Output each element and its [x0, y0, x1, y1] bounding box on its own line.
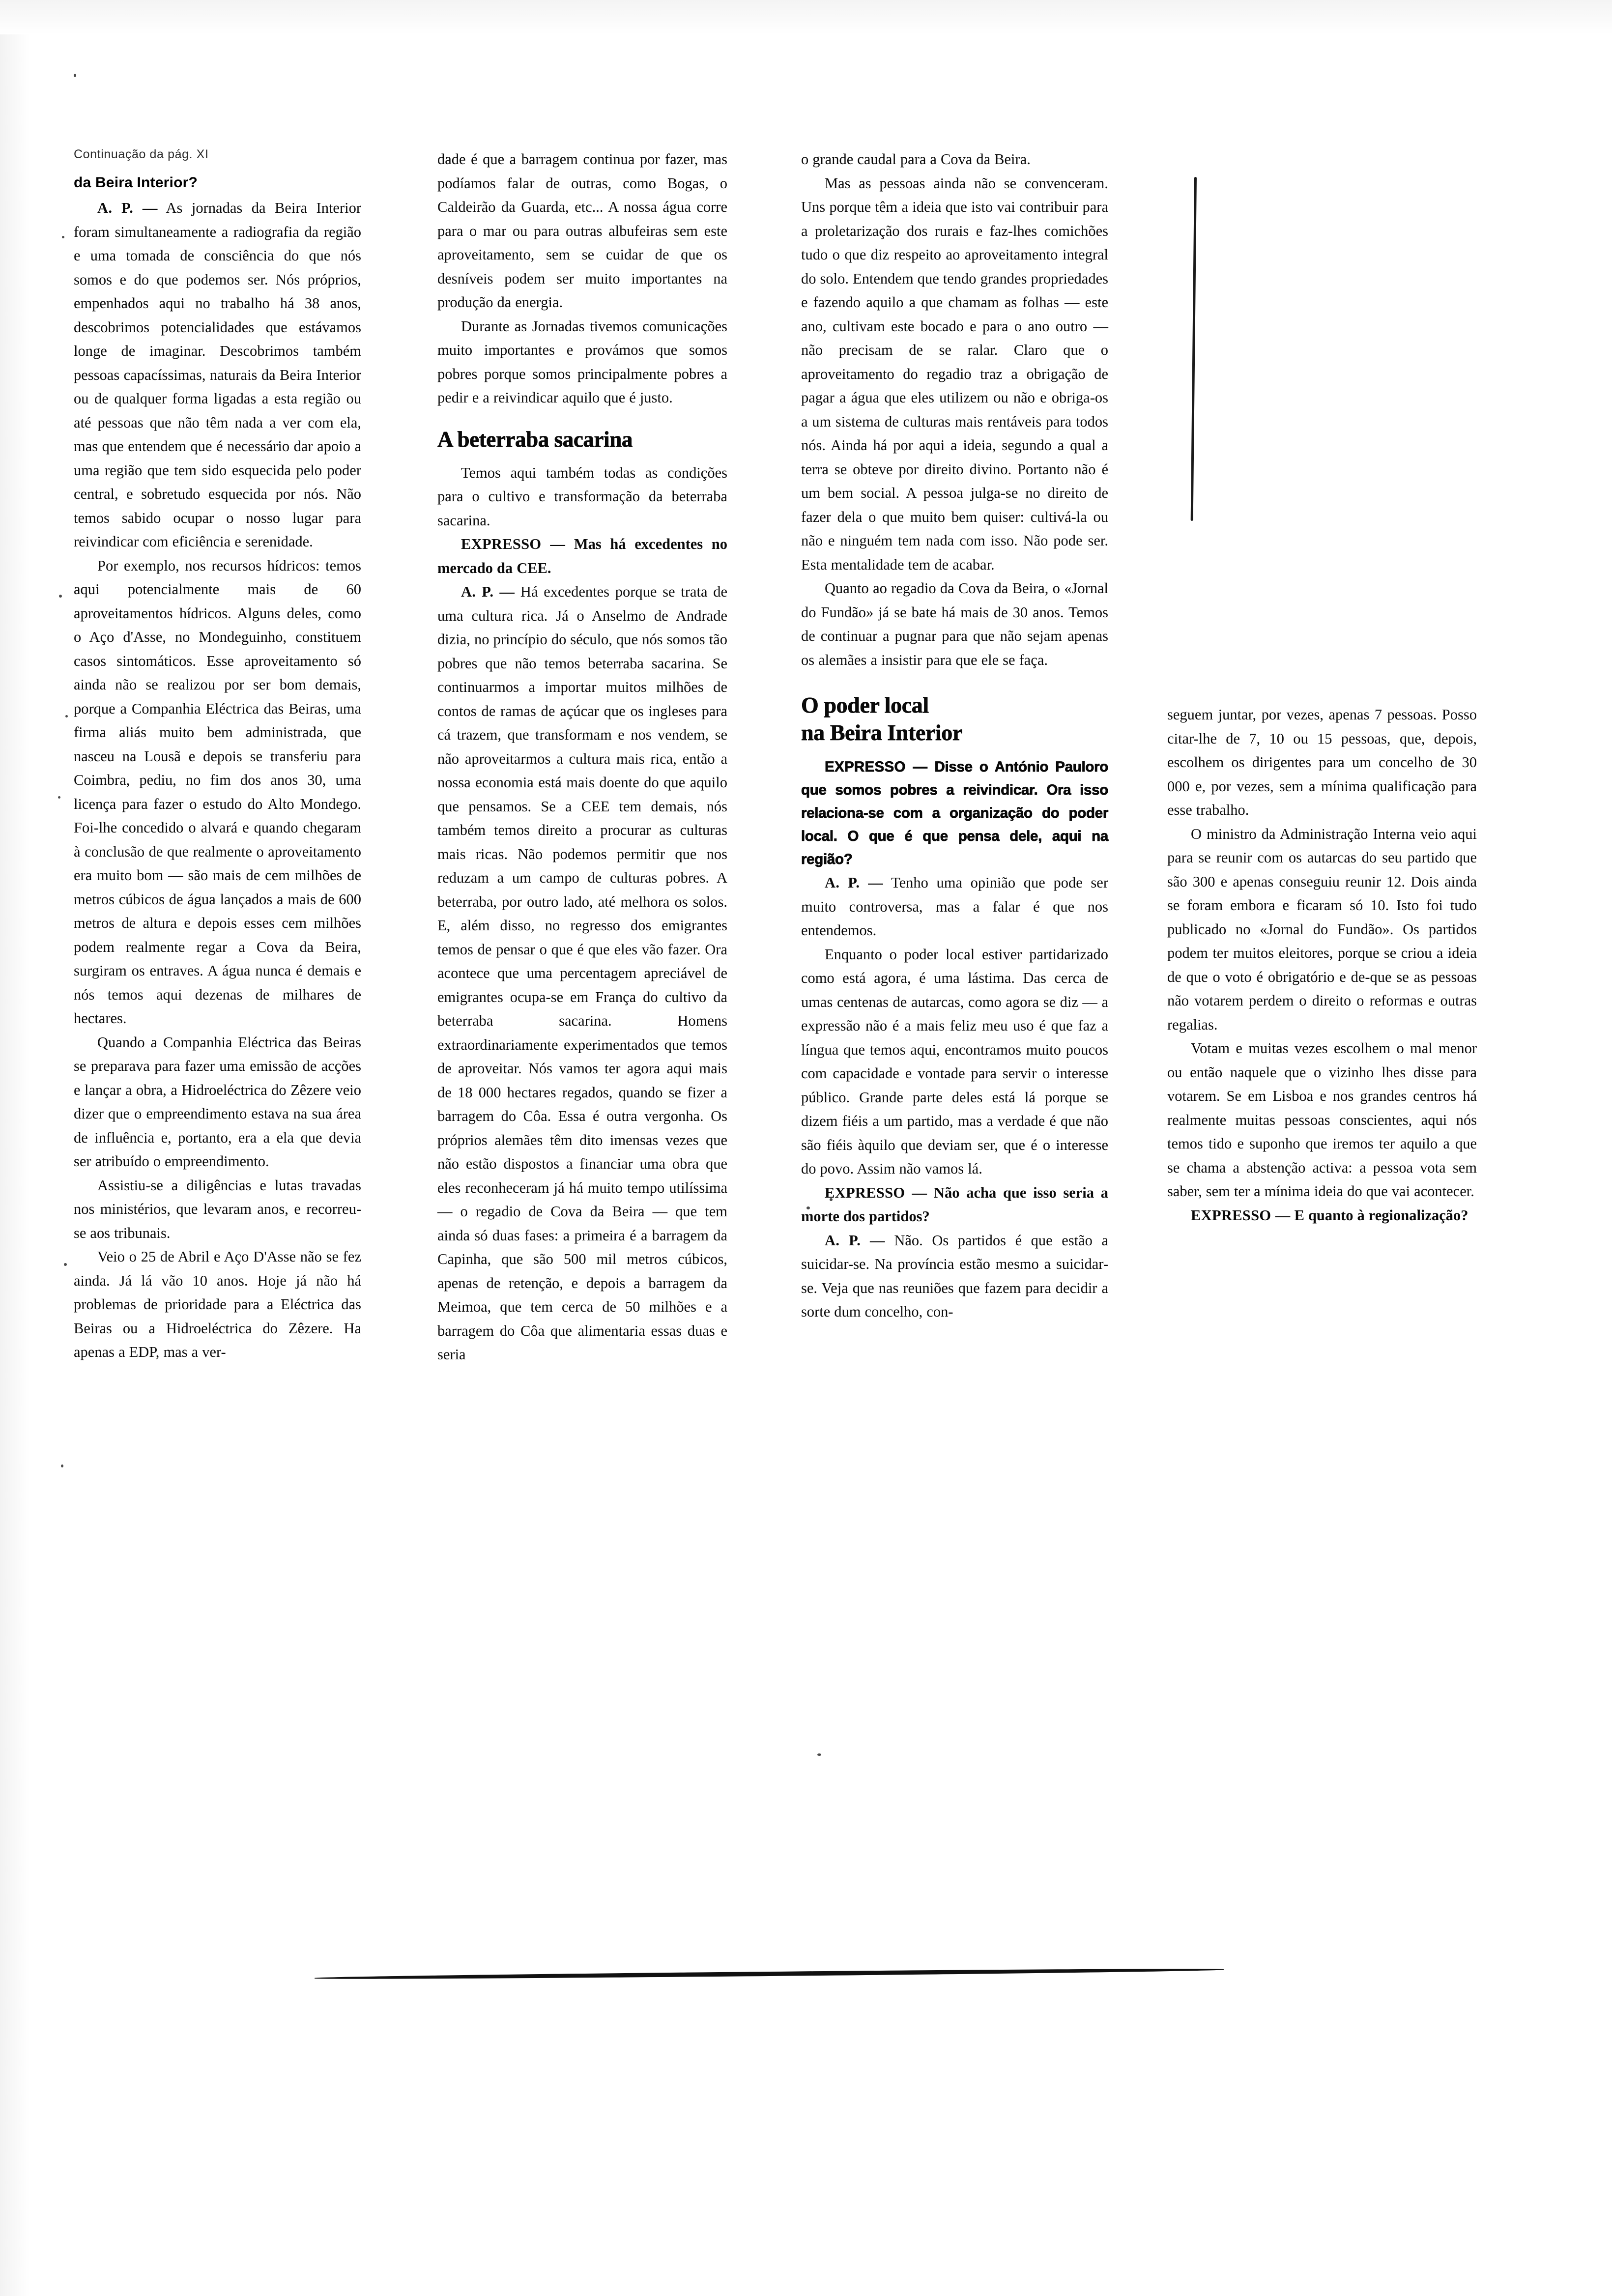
speaker-tag: A. P. —	[461, 583, 515, 600]
paragraph	[437, 580, 727, 1367]
paragraph	[801, 576, 1108, 672]
paragraph	[437, 315, 727, 410]
paragraph-text: Mas as pessoas ainda não se convenceram. Uns porque têm a ideia que isto vai contribuir para a proletarização dos rurais e faz-lhes comichões tudo o que diz respeito ao aproveitamento integral do solo. Entendem que tendo grandes propriedades e fazendo aquilo a que chamam as folhas — este ano, cultivam este bocado e para o ano outro — não precisam de se ralar. Claro que o aproveitamento do regadio traz a obrigação de pagar a água que eles utilizem ou não e obriga-os a um sistema de culturas mais rentáveis para todos nós. Ainda há por aqui a ideia, segundo a qual a terra se obteve por direito divino. Portanto não é um bem social. A pessoa julga-se no direito de fazer dela o que muito bem quiser: cultivá-la ou não e ninguém tem nada com isso. Não pode ser. Esta mentalidade tem de acabar.	[801, 174, 1108, 573]
paragraph	[801, 147, 1108, 172]
speaker-tag: A. P. —	[825, 874, 883, 891]
scan-speck	[74, 74, 76, 77]
section-heading-beterraba: A beterraba sacarina	[437, 427, 633, 452]
article-column-1	[74, 147, 361, 1364]
section-heading-line-1: O poder local	[801, 692, 929, 718]
article-column-4	[1167, 703, 1477, 1227]
paragraph-text: Votam e muitas vezes escolhem o mal menor ou então naquele que o vizinho lhes disse para votarem. Se em Lisboa e nos grandes centros há realmente muitas pessoas conscientes, aqui nós temos tido e suponho que iremos ter aquilo a que se chama a abstenção activa: a pessoa vota sem saber, sem ter a mínima ideia do que vai acontecer.	[1167, 1040, 1477, 1200]
paragraph-text: dade é que a barragem continua por fazer, mas podíamos falar de outras, como Bogas, o Caldeirão da Guarda, etc... A nossa água corre para o mar ou para outras albufeiras sem este aproveitamento, sem se cuidar de que os desníveis podem ser muito importantes na produção da energia.	[437, 151, 727, 311]
paragraph	[74, 1245, 361, 1364]
paragraph	[1167, 703, 1477, 822]
paragraph	[437, 461, 727, 533]
scan-edge-top	[0, 0, 1612, 34]
question-text: Mas há excedentes no mercado da CEE.	[437, 536, 727, 576]
paragraph-text: Tenho uma opinião que pode ser muito controversa, mas a falar é que nos entendemos.	[801, 874, 1108, 939]
speaker-tag: EXPRESSO —	[825, 759, 928, 775]
paragraph	[74, 554, 361, 1031]
paragraph	[74, 1031, 361, 1174]
bottom-horizontal-rule	[315, 1967, 1224, 1980]
paragraph	[801, 172, 1108, 577]
scan-speck	[59, 595, 62, 598]
paragraph	[74, 196, 361, 554]
paragraph-text: Durante as Jornadas tivemos comunicações muito importantes e provámos que somos pobres porque somos principalmente pobres a pedir e a reivindicar aquilo que é justo.	[437, 317, 727, 406]
paragraph-text: Quando a Companhia Eléctrica das Beiras se preparava para fazer uma emissão de acções e lançar a obra, a Hidroeléctrica do Zêzere veio dizer que o empreendimento estava na sua área de influência e, portanto, era a ela que devia ser atribuído o empreendimento.	[74, 1033, 361, 1170]
scan-speck	[64, 1263, 67, 1266]
interviewer-question	[801, 755, 1108, 871]
paragraph-text: o grande caudal para a Cova da Beira.	[801, 151, 1031, 168]
paragraph-text: Veio o 25 de Abril e Aço D'Asse não se fez ainda. Já lá vão 10 anos. Hoje já não há problemas de prioridade para a Eléctrica das Beiras ou a Hidroeléctrica do Zêzere. Ha apenas a EDP, mas a ver-	[74, 1248, 361, 1360]
paragraph	[801, 943, 1108, 1181]
article-column-grid	[74, 147, 1528, 1966]
article-column-2	[437, 147, 727, 1367]
paragraph-text: Há excedentes porque se trata de uma cultura rica. Já o Anselmo de Andrade dizia, no princípio do século, que nós somos tão pobres que não temos beterraba sacarina. Se continuarmos a importar muitos milhões de contos de ramas de açúcar que os ingleses para cá trazem, que transformam e nos vendem, se não aproveitarmos a cultura mais rica, então a nossa economia está mais doente do que aquilo que pensamos. Se a CEE tem demais, nós também temos direito a procurar as culturas mais ricas. Não podemos permitir que nos reduzam a um campo de culturas pobres. A beterraba, por outro lado, até melhora os solos. E, além disso, no regresso dos emigrantes temos de pensar o que é que eles vão fazer. Ora acontece que uma percentagem apreciável de emigrantes ocupa-se em França do cultivo da beterraba sacarina. Homens extraordinariamente experimentados que temos de aproveitar. Nós vamos ter agora aqui mais de 18 000 hectares regados, quando se fizer a barragem do Côa. Essa é outra vergonha. Os próprios alemães têm dito imensas vezes que não estão dispostos a financiar uma obra que eles reconheceram já há muito tempo utilíssima — o regadio de Cova da Beira — que tem ainda só duas fases: a primeira é a barragem da Capinha, que são 500 mil metros cúbicos, apenas de retenção, e depois a barragem da Meimoa, que tem cerca de 50 milhões e a barragem do Côa que alimentaria essas duas e seria	[437, 583, 728, 1363]
paragraph-text: Por exemplo, nos recursos hídricos: temos aqui potencialmente mais de 60 aproveitamentos hídricos. Alguns deles, como o Aço d'Asse, no Mondeguinho, constituem casos sintomáticos. Esse aproveitamento só ainda não se realizou por ser bom demais, porque a Companhia Eléctrica das Beiras, uma firma aliás muito bem administrada, que nasceu na Lousã e depois se transferiu para Coimbra, pediu, no fim dos anos 30, uma licença para fazer o estudo do Alto Mondego. Foi-lhe concedido o alvará e quando chegaram à conclusão de que realmente o aproveitamento era muito bom — são mais de cem milhões de metros cúbicos de água lançados a mais de 600 metros de altura e depois esses cem milhões podem realmente regar a Cova da Beira, surgiram os entraves. A água nunca é demais e nós temos aqui dezenas de milhares de hectares.	[74, 557, 361, 1027]
scan-speck	[62, 236, 64, 238]
continuation-kicker: Continuação da pág. XI	[74, 147, 209, 161]
paragraph-text: Não. Os partidos é que estão a suicidar-se. Na província estão mesmo a suicidar-se. Veja que nas reuniões que fazem para decidir a sorte dum concelho, con-	[801, 1232, 1108, 1320]
section-heading-poder-local	[801, 691, 1108, 746]
scan-speck	[61, 1464, 63, 1467]
paragraph-text: seguem juntar, por vezes, apenas 7 pessoas. Posso citar-lhe de 7, 10 ou 15 pessoas, que, depois, escolhem os dirigentes para um concelho de 30 000 e, por vezes, sem a mínima qualificação para esse trabalho.	[1167, 706, 1477, 818]
paragraph-text: Enquanto o poder local estiver partidarizado como está agora, é uma lástima. Das cerca de umas centenas de autarcas, como agora se diz — a expressão não é a mais feliz meu uso é que faz a língua que temos aqui, encontramos muito poucos com capacidade e vontade para servir o interesse público. Grande parte deles está lá porque se dizem fiéis a um partido, mas a verdade é que não são fiéis àquilo que deviam ser, que é o interesse do povo. Assim não vamos lá.	[801, 946, 1108, 1177]
speaker-tag: A. P. —	[97, 200, 158, 216]
paragraph-text: Temos aqui também todas as condições para o cultivo e transformação da beterraba sacarina.	[437, 464, 727, 529]
speaker-tag: EXPRESSO —	[1191, 1206, 1291, 1224]
speaker-tag: EXPRESSO —	[825, 1184, 927, 1201]
paragraph	[801, 871, 1108, 943]
interviewer-question	[801, 1181, 1108, 1229]
paragraph	[801, 1229, 1108, 1324]
question-text: E quanto à regionalização?	[1290, 1206, 1468, 1224]
question-text: Não acha que isso seria a morte dos partidos?	[801, 1184, 1108, 1225]
paragraph	[74, 1174, 361, 1245]
paragraph-text: Quanto ao regadio da Cova da Beira, o «Jornal do Fundão» já se bate há mais de 30 anos. Temos de continuar a pugnar para que não sejam apenas os alemães a insistir para que ele se faça.	[801, 580, 1108, 668]
paragraph-text: O ministro da Administração Interna veio aqui para se reunir com os autarcas do seu partido que são 300 e apenas conseguiu reunir 12. Dois ainda se foram embora e ficaram só 10. Isto foi tudo publicado no «Jornal do Fundão». Os partidos podem ter muitos eleitores, porque se criou a ideia de que o voto é obrigatório e de-que se as pessoas não votarem perdem o direito o reformas e outras regalias.	[1167, 825, 1477, 1033]
paragraph	[1167, 822, 1477, 1037]
interviewer-question	[437, 532, 727, 580]
scan-speck	[65, 715, 68, 718]
section-heading-line-2: na Beira Interior	[801, 720, 962, 745]
speaker-tag: A. P. —	[825, 1232, 885, 1249]
scan-speck	[58, 796, 60, 799]
scan-edge-left	[0, 0, 29, 2296]
paragraph-text: Assistiu-se a diligências e lutas travadas nos ministérios, que levaram anos, e recorreu-se aos tribunais.	[74, 1177, 361, 1241]
lead-question-heading: da Beira Interior?	[74, 174, 198, 191]
paragraph	[1167, 1036, 1477, 1204]
article-column-3	[801, 147, 1108, 1324]
paragraph	[437, 147, 727, 315]
paragraph-text: As jornadas da Beira Interior foram simultaneamente a radiografia da região e uma tomada de consciência do que nós somos e do que podemos ser. Nós próprios, empenhados aqui no trabalho há 38 anos, descobrimos potencialidades que estávamos longe de imaginar. Descobrimos também pessoas capacíssimas, naturais da Beira Interior ou de qualquer forma ligadas a esta região ou até pessoas que não têm nada a ver com ela, mas que entendem que é necessário dar apoio a uma região que tem sido esquecida pelo poder central, e sobretudo esquecida por nós. Não temos sabido ocupar o nosso lugar para reivindicar com eficiência e serenidade.	[74, 200, 361, 550]
speaker-tag: EXPRESSO —	[461, 536, 566, 552]
question-text: Disse o António Pauloro que somos pobres a reivindicar. Ora isso relaciona-se com a organização do poder local. O que é que pensa dele, aqui na região?	[801, 759, 1108, 867]
interviewer-question	[1167, 1204, 1477, 1228]
